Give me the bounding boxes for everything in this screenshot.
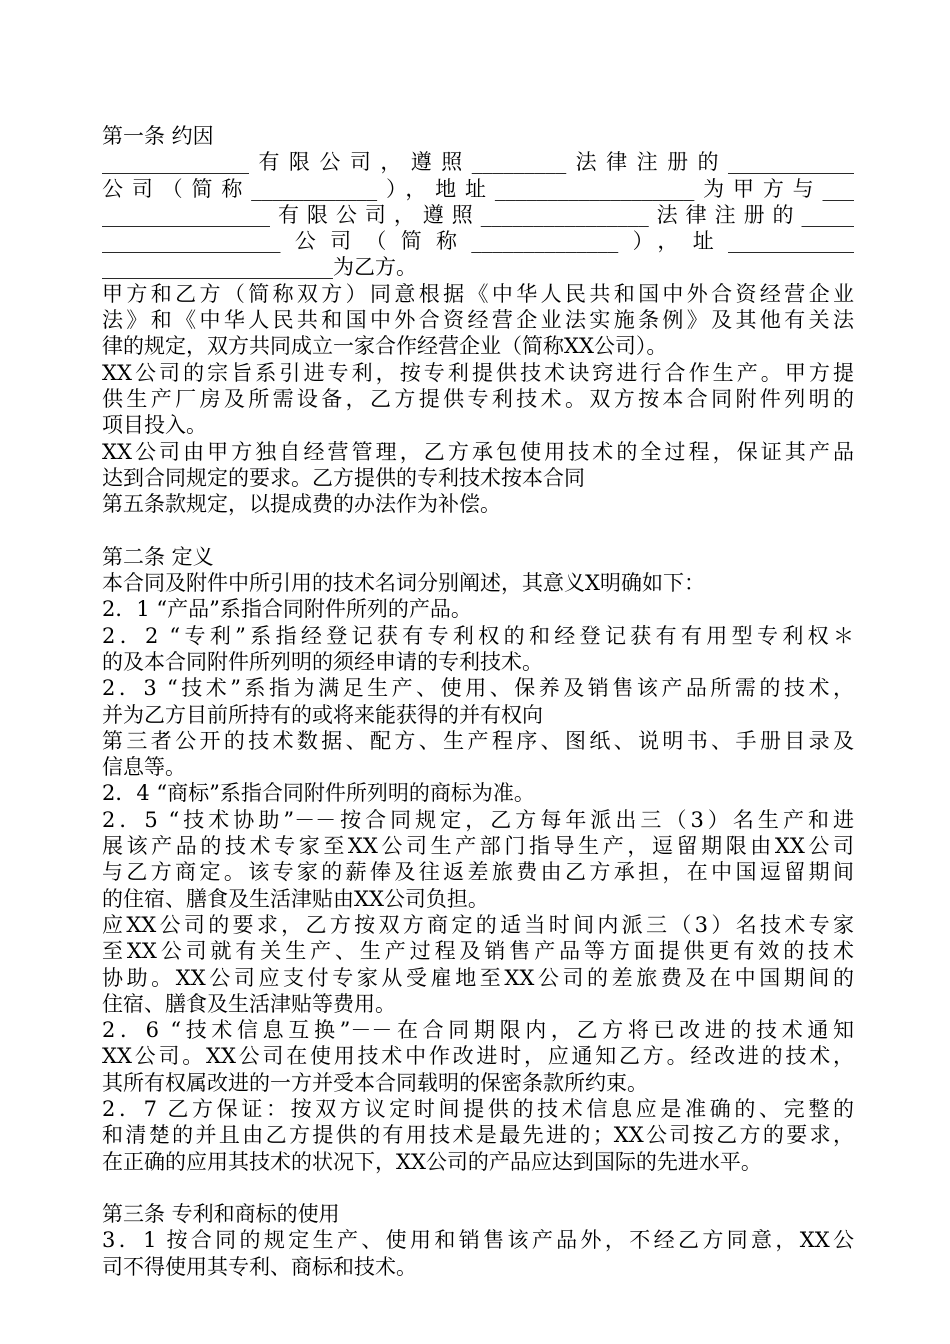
section-heading: 第三条 专利和商标的使用 xyxy=(102,1202,340,1227)
contract-text-line: 2．1 “产品”系指合同附件所列的产品。 xyxy=(102,597,472,622)
contract-text-line: 第三者公开的技术数据、配方、生产程序、图纸、说明书、手册目录及 xyxy=(102,728,854,753)
contract-text-line: 公司（简称____________），地址___________________为甲方与___ xyxy=(102,176,854,201)
contract-text-line: 的及本合同附件所列明的须经申请的专利技术。 xyxy=(102,649,543,674)
contract-text-line: 的住宿、膳食及生活津贴由XX公司负担。 xyxy=(102,886,489,911)
contract-text-line: 司不得使用其专利、商标和技术。 xyxy=(102,1254,417,1279)
contract-text-line: ______________有限公司，遵照_________法律注册的____________ xyxy=(102,150,854,175)
contract-text-line: 协助。XX公司应支付专家从受雇地至XX公司的差旅费及在中国期间的 xyxy=(102,965,854,990)
contract-text-line: XX公司。XX公司在使用技术中作改进时，应通知乙方。经改进的技术， xyxy=(102,1044,854,1069)
contract-text-line: 3．1 按合同的规定生产、使用和销售该产品外，不经乙方同意，XX公 xyxy=(102,1228,854,1253)
contract-text-line: XX公司由甲方独自经营管理，乙方承包使用技术的全过程，保证其产品 xyxy=(102,439,854,464)
contract-text-line: 2．4 “商标”系指合同附件所列明的商标为准。 xyxy=(102,781,535,806)
contract-text-line: 在正确的应用其技术的状况下，XX公司的产品应达到国际的先进水平。 xyxy=(102,1149,762,1174)
contract-text-line: 和清楚的并且由乙方提供的有用技术是最先进的；XX公司按乙方的要求， xyxy=(102,1123,854,1148)
section-spacer xyxy=(102,1175,854,1201)
contract-text-line: 并为乙方目前所持有的或将来能获得的并有权向 xyxy=(102,702,543,727)
contract-text-line: 甲方和乙方（简称双方）同意根据《中华人民共和国中外合资经营企业 xyxy=(102,281,854,306)
contract-text-line: ______________________为乙方。 xyxy=(102,255,417,280)
contract-text-line: 供生产厂房及所需设备，乙方提供专利技术。双方按本合同附件列明的 xyxy=(102,386,854,411)
contract-text-line: 项目投入。 xyxy=(102,413,207,438)
contract-text-line: 2．5 “技术协助”－－按合同规定，乙方每年派出三（3）名生产和进 xyxy=(102,807,854,832)
contract-text-line: 律的规定，双方共同成立一家合作经营企业（简称XX公司）。 xyxy=(102,334,668,359)
contract-text-line: 第五条款规定，以提成费的办法作为补偿。 xyxy=(102,492,501,517)
contract-text-line: 本合同及附件中所引用的技术名词分别阐述，其意义X明确如下： xyxy=(102,571,705,596)
contract-text-line: 达到合同规定的要求。乙方提供的专利技术按本合同 xyxy=(102,465,585,490)
contract-text-line: 住宿、膳食及生活津贴等费用。 xyxy=(102,991,396,1016)
contract-text-line: 至XX公司就有关生产、生产过程及销售产品等方面提供更有效的技术 xyxy=(102,939,854,964)
contract-text-line: 法》和《中华人民共和国中外合资经营企业法实施条例》及其他有关法 xyxy=(102,308,854,333)
contract-text-line: 与乙方商定。该专家的薪俸及往返差旅费由乙方承担，在中国逗留期间 xyxy=(102,860,854,885)
contract-text-line: 信息等。 xyxy=(102,755,186,780)
contract-text-line: ________________有限公司，遵照________________法律注册的_____ xyxy=(102,202,854,227)
contract-text-line: _________________公司（简称______________），址____________ xyxy=(102,229,854,254)
contract-page xyxy=(102,123,854,1280)
contract-text-line: 展该产品的技术专家至XX公司生产部门指导生产，逗留期限由XX公司 xyxy=(102,834,854,859)
contract-text-line: 应XX公司的要求，乙方按双方商定的适当时间内派三（3）名技术专家 xyxy=(102,912,854,937)
contract-text-line: XX公司的宗旨系引进专利，按专利提供技术诀窍进行合作生产。甲方提 xyxy=(102,360,854,385)
contract-text-line: 2．6 “技术信息互换”－－在合同期限内，乙方将已改进的技术通知 xyxy=(102,1018,854,1043)
section-spacer xyxy=(102,517,854,543)
contract-text-line: 其所有权属改进的一方并受本合同载明的保密条款所约束。 xyxy=(102,1070,648,1095)
contract-text-line: 2．3 “技术”系指为满足生产、使用、保养及销售该产品所需的技术， xyxy=(102,676,854,701)
contract-text-line: 2．2 “专利”系指经登记获有专利权的和经登记获有有用型专利权＊ xyxy=(102,623,854,648)
contract-text-line: 2．7 乙方保证：按双方议定时间提供的技术信息应是准确的、完整的 xyxy=(102,1096,854,1121)
section-heading: 第一条 约因 xyxy=(102,124,214,148)
section-heading: 第二条 定义 xyxy=(102,544,214,569)
